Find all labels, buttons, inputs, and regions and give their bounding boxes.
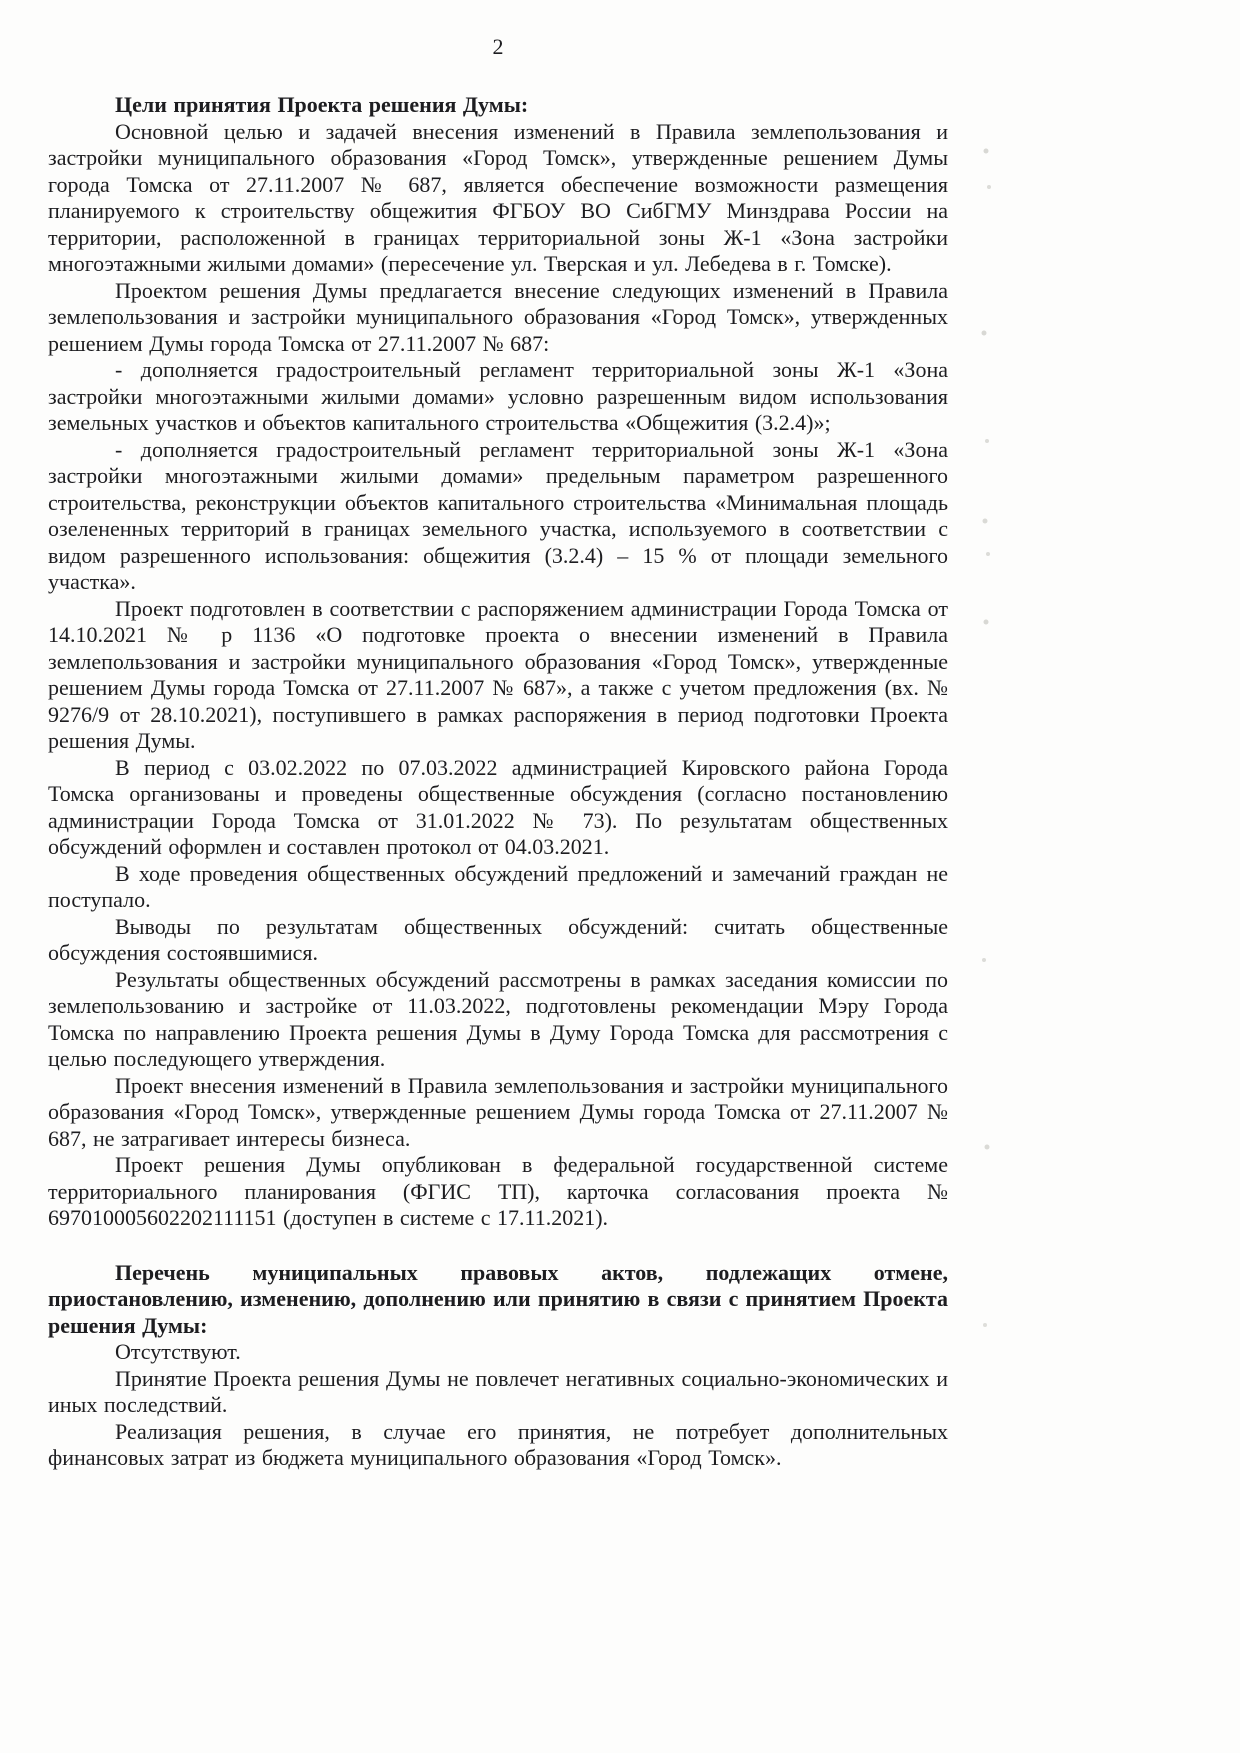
page-content bbox=[48, 34, 948, 1472]
section-heading-goals: Цели принятия Проекта решения Думы: bbox=[115, 92, 529, 117]
scan-noise-artifacts bbox=[0, 0, 2, 2]
paragraph-fgis-publication: Проект решения Думы опубликован в федеральной государственной системе территориального планирования (ФГИС ТП), карточка согласования проекта № 697010005602202111151 (доступен в системе с 17.11.2021). bbox=[48, 1152, 948, 1230]
paragraph-commission-results: Результаты общественных обсуждений рассмотрены в рамках заседания комиссии по землепользованию и застройке от 11.03.2022, подготовлены рекомендации Мэру Города Томска по направлению Проекта решения Думы в Думу Города Томска для рассмотрения с целью последующего утверждения. bbox=[48, 966, 948, 1071]
paragraph-business-interests: Проект внесения изменений в Правила землепользования и застройки муниципального образования «Город Томск», утвержденные решением Думы города Томска от 27.11.2007 № 687, не затрагивает интересы бизнеса. bbox=[48, 1072, 948, 1151]
paragraph-change-item-2: - дополняется градостроительный регламент территориальной зоны Ж-1 «Зона застройки многоэтажными жилыми домами» предельным параметром разрешенного строительства, реконструкции объектов капитального строительства «Минимальная площадь озелененных территорий в границах земельного участка, используемого в соответствии с видом разрешенного использования: общежития (3.2.4) – 15 % от площади земельного участка». bbox=[48, 436, 948, 594]
section-heading-legal-acts: Перечень муниципальных правовых актов, подлежащих отмене, приостановлению, изменению, дополнению или принятию в связи с принятием Проекта решения Думы: bbox=[48, 1259, 948, 1338]
paragraph-discussion-conclusions: Выводы по результатам общественных обсуждений: считать общественные обсуждения состоявшимися. bbox=[48, 913, 948, 965]
page-number: 2 bbox=[492, 34, 504, 59]
paragraph-no-budget-costs: Реализация решения, в случае его принятия, не потребует дополнительных финансовых затрат из бюджета муниципального образования «Город Томск». bbox=[48, 1418, 948, 1470]
paragraph-public-discussions: В период с 03.02.2022 по 07.03.2022 администрацией Кировского района Города Томска организованы и проведены общественные обсуждения (согласно постановлению администрации Города Томска от 31.01.2022 № 73). По результатам общественных обсуждений оформлен и составлен протокол от 04.03.2021. bbox=[48, 754, 948, 859]
paragraph-no-proposals: В ходе проведения общественных обсуждений предложений и замечаний граждан не поступало. bbox=[48, 860, 948, 912]
paragraph-proposed-changes-intro: Проектом решения Думы предлагается внесение следующих изменений в Правила землепользования и застройки муниципального образования «Город Томск», утвержденных решением Думы города Томска от 27.11.2007 № 687: bbox=[48, 277, 948, 356]
paragraph-change-item-1: - дополняется градостроительный регламент территориальной зоны Ж-1 «Зона застройки многоэтажными жилыми домами» условно разрешенным видом использования земельных участков и объектов капитального строительства «Общежития (3.2.4)»; bbox=[48, 357, 948, 435]
paragraph-project-preparation: Проект подготовлен в соответствии с распоряжением администрации Города Томска от 14.10.2021 № р 1136 «О подготовке проекта о внесении изменений в Правила землепользования и застройки муниципального образования «Город Томск», утвержденные решением Думы города Томска от 27.11.2007 № 687», а также с учетом предложения (вх. № 9276/9 от 28.10.2021), поступившего в рамках распоряжения в период подготовки Проекта решения Думы. bbox=[48, 595, 948, 753]
paragraph-no-negative-consequences: Принятие Проекта решения Думы не повлечет негативных социально-экономических и иных последствий. bbox=[48, 1365, 948, 1417]
paragraph-main-goal: Основной целью и задачей внесения изменений в Правила землепользования и застройки муниципального образования «Город Томск», утвержденные решением Думы города Томска от 27.11.2007 № 687, является обеспечение возможности размещения планируемого к строительству общежития ФГБОУ ВО СибГМУ Минздрава России на территории, расположенной в границах территориальной зоны Ж-1 «Зона застройки многоэтажными жилыми домами» (пересечение ул. Тверская и ул. Лебедева в г. Томске). bbox=[48, 118, 948, 276]
paragraph-absent: Отсутствуют. bbox=[115, 1339, 241, 1364]
